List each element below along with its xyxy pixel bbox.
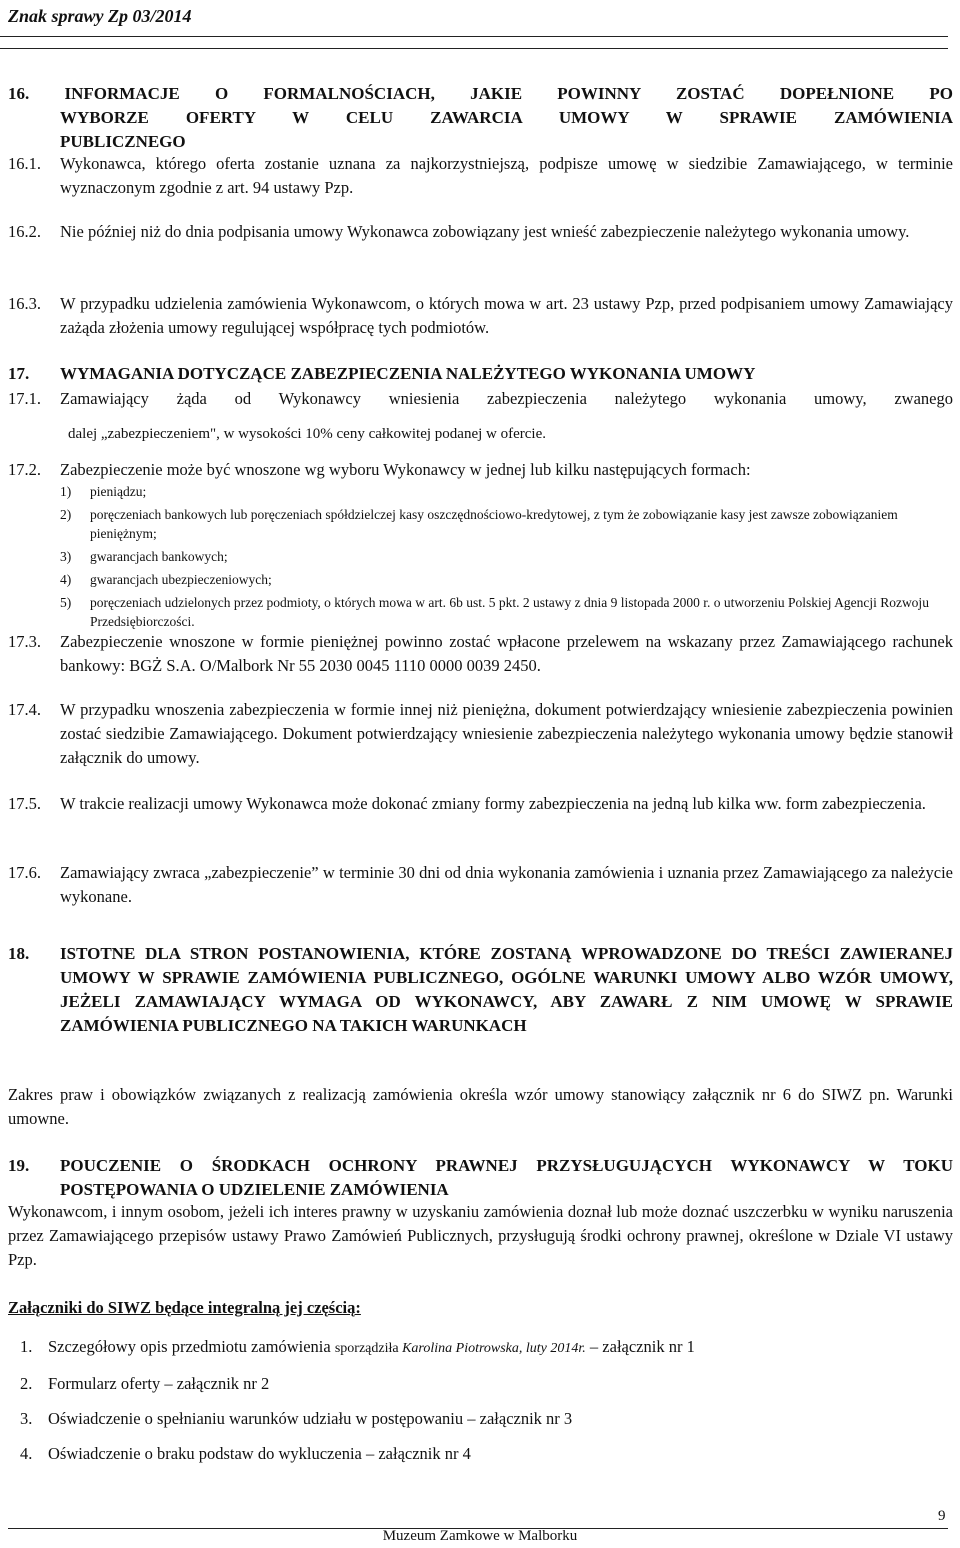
para-17-5: W trakcie realizacji umowy Wykonawca może dokonać zmiany formy zabezpieczenia na jedną lub kilka ww. form zabezpieczenia. <box>60 794 926 813</box>
case-number: Znak sprawy Zp 03/2014 <box>8 6 192 26</box>
section-19-num: 19. <box>8 1156 30 1175</box>
attachments-heading: Załączniki do SIWZ będące integralną jej częścią: <box>8 1298 361 1317</box>
attachment-author: Karolina Piotrowska, luty 2014r. <box>402 1341 586 1356</box>
section-16-title-line1: 16. INFORMACJE O FORMALNOŚCIACH, JAKIE POWINNY ZOSTAĆ DOPEŁNIONE PO <box>8 84 953 103</box>
attachment-title: Szczegółowy opis przedmiotu zamówienia <box>48 1337 335 1356</box>
section-16-title-line3: PUBLICZNEGO <box>60 132 186 151</box>
attachment-item <box>20 1442 950 1466</box>
attachment-number: 2. <box>20 1374 33 1393</box>
para-17-5-num: 17.5. <box>8 794 41 813</box>
para-17-6: Zamawiający zwraca „zabezpieczenie” w terminie 30 dni od dnia wykonania zamówienia i uznania przez Zamawiającego za należycie wykonane. <box>60 863 953 906</box>
list-item <box>60 593 955 631</box>
para-17-6-num: 17.6. <box>8 863 41 882</box>
para-16-2-num: 16.2. <box>8 222 41 241</box>
attachment-number: 3. <box>20 1409 33 1428</box>
para-16-3-num: 16.3. <box>8 294 41 313</box>
attachment-item <box>20 1372 950 1396</box>
attachment-text <box>48 1335 695 1361</box>
para-17-3-num: 17.3. <box>8 632 41 651</box>
attachment-author-label: sporządziła <box>334 1341 403 1356</box>
attachment-number: 1. <box>20 1337 33 1356</box>
list-item-text: gwarancjach ubezpieczeniowych; <box>90 572 272 587</box>
list-item <box>60 547 955 566</box>
section-16-title <box>8 82 953 154</box>
list-item-text: poręczeniach udzielonych przez podmioty, o których mowa w art. 6b ust. 5 pkt. 2 ustawy z dnia 9 listopada 2000 r. o utworzeniu Polskiej Agencji Rozwoju Przedsiębiorczości. <box>90 595 929 629</box>
section-18-num: 18. <box>8 944 30 963</box>
section-18-text: Zakres praw i obowiązków związanych z realizacją zamówienia określa wzór umowy stanowiący załącznik nr 6 do SIWZ pn. Warunki umowne. <box>8 1085 953 1128</box>
list-item <box>60 505 955 543</box>
section-19-text: Wykonawcom, i innym osobom, jeżeli ich interes prawny w uzyskaniu zamówienia doznał lub może doznać uszczerbku w wyniku naruszenia przez Zamawiającego przepisów ustawy Prawo Zamówień Publicznych, przysługują środki ochrony prawnej, określone w Dziale VI ustawy Pzp. <box>8 1202 953 1269</box>
section-16-title-line2: WYBORZE OFERTY W CELU ZAWARCIA UMOWY W SPRAWIE ZAMÓWIENIA <box>60 108 953 127</box>
list-item-text: poręczeniach bankowych lub poręczeniach spółdzielczej kasy oszczędnościowo-kredytowej, z tym że zobowiązanie kasy jest zawsze zobowiązaniem pieniężnym; <box>90 507 898 541</box>
para-17-1-line2: dalej „zabezpieczeniem", w wysokości 10% ceny całkowitej podanej w ofercie. <box>68 426 547 442</box>
para-17-4-num: 17.4. <box>8 700 41 719</box>
attachment-item <box>20 1407 950 1431</box>
para-17-2: Zabezpieczenie może być wnoszone wg wyboru Wykonawcy w jednej lub kilku następujących formach: <box>60 460 751 479</box>
para-16-2: Nie później niż do dnia podpisania umowy Wykonawca zobowiązany jest wnieść zabezpieczenie należytego wykonania umowy. <box>60 222 910 241</box>
section-17-num: 17. <box>8 364 30 383</box>
forms-list <box>60 482 955 631</box>
para-17-2-num: 17.2. <box>8 460 41 479</box>
para-16-3: W przypadku udzielenia zamówienia Wykonawcom, o których mowa w art. 23 ustawy Pzp, przed podpisaniem umowy Zamawiający zażąda złożenia umowy regulującej współpracę tych podmiotów. <box>60 294 953 337</box>
para-16-1-num: 16.1. <box>8 154 41 173</box>
header-rule <box>0 36 948 37</box>
header-rule-2 <box>0 48 948 49</box>
section-19-title: POUCZENIE O ŚRODKACH OCHRONY PRAWNEJ PRZYSŁUGUJĄCYCH WYKONAWCY W TOKU POSTĘPOWANIA O UDZIELENIE ZAMÓWIENIA <box>60 1156 953 1199</box>
list-item-number: 2) <box>60 507 72 522</box>
para-17-3: Zabezpieczenie wnoszone w formie pieniężnej powinno zostać wpłacone przelewem na wskazany przez Zamawiającego rachunek bankowy: BGŻ S.A. O/Malbork Nr 55 2030 0045 1110 0000 0039 2450. <box>60 632 953 675</box>
attachment-item <box>20 1335 950 1361</box>
section-17-title: WYMAGANIA DOTYCZĄCE ZABEZPIECZENIA NALEŻYTEGO WYKONANIA UMOWY <box>60 364 756 383</box>
list-item-number: 4) <box>60 572 72 587</box>
list-item <box>60 482 955 501</box>
list-item-number: 1) <box>60 484 72 499</box>
page-number: 9 <box>938 1508 946 1524</box>
attachment-text: Oświadczenie o braku podstaw do wykluczenia – załącznik nr 4 <box>48 1444 471 1463</box>
list-item-number: 5) <box>60 595 72 610</box>
institution-name: Muzeum Zamkowe w Malborku <box>382 1528 578 1544</box>
attachment-text: Formularz oferty – załącznik nr 2 <box>48 1374 270 1393</box>
attachment-number: 4. <box>20 1444 33 1463</box>
list-item-text: gwarancjach bankowych; <box>90 549 228 564</box>
list-item <box>60 570 955 589</box>
attachment-text: Oświadczenie o spełnianiu warunków udziału w postępowaniu – załącznik nr 3 <box>48 1409 573 1428</box>
section-18-title: ISTOTNE DLA STRON POSTANOWIENIA, KTÓRE ZOSTANĄ WPROWADZONE DO TREŚCI ZAWIERANEJ UMOWY W SPRAWIE ZAMÓWIENIA PUBLICZNEGO, OGÓLNE WARUNKI UMOWY ALBO WZÓR UMOWY, JEŻELI ZAMAWIAJĄCY WYMAGA OD WYKONAWCY, ABY ZAWARŁ Z NIM UMOWĘ W SPRAWIE ZAMÓWIENIA PUBLICZNEGO NA TAKICH WARUNKACH <box>60 944 953 1035</box>
list-item-number: 3) <box>60 549 72 564</box>
para-17-4: W przypadku wnoszenia zabezpieczenia w formie innej niż pieniężna, dokument potwierdzający wniesienie zabezpieczenia powinien zostać siedzibie Zamawiającego. Dokument potwierdzający wniesienie zabezpieczenia należytego wykonania umowy będzie stanowił załącznik do umowy. <box>60 700 953 767</box>
para-17-1-num: 17.1. <box>8 389 41 408</box>
attachment-ref: – załącznik nr 1 <box>585 1337 695 1356</box>
para-16-1: Wykonawca, którego oferta zostanie uznana za najkorzystniejszą, podpisze umowę w siedzibie Zamawiającego, w terminie wyznaczonym zgodnie z art. 94 ustawy Pzp. <box>60 154 953 197</box>
para-17-1-line1: Zamawiający żąda od Wykonawcy wniesienia zabezpieczenia należytego wykonania umowy, zwanego <box>60 389 953 408</box>
attachments-list <box>20 1335 950 1466</box>
list-item-text: pieniądzu; <box>90 484 147 499</box>
